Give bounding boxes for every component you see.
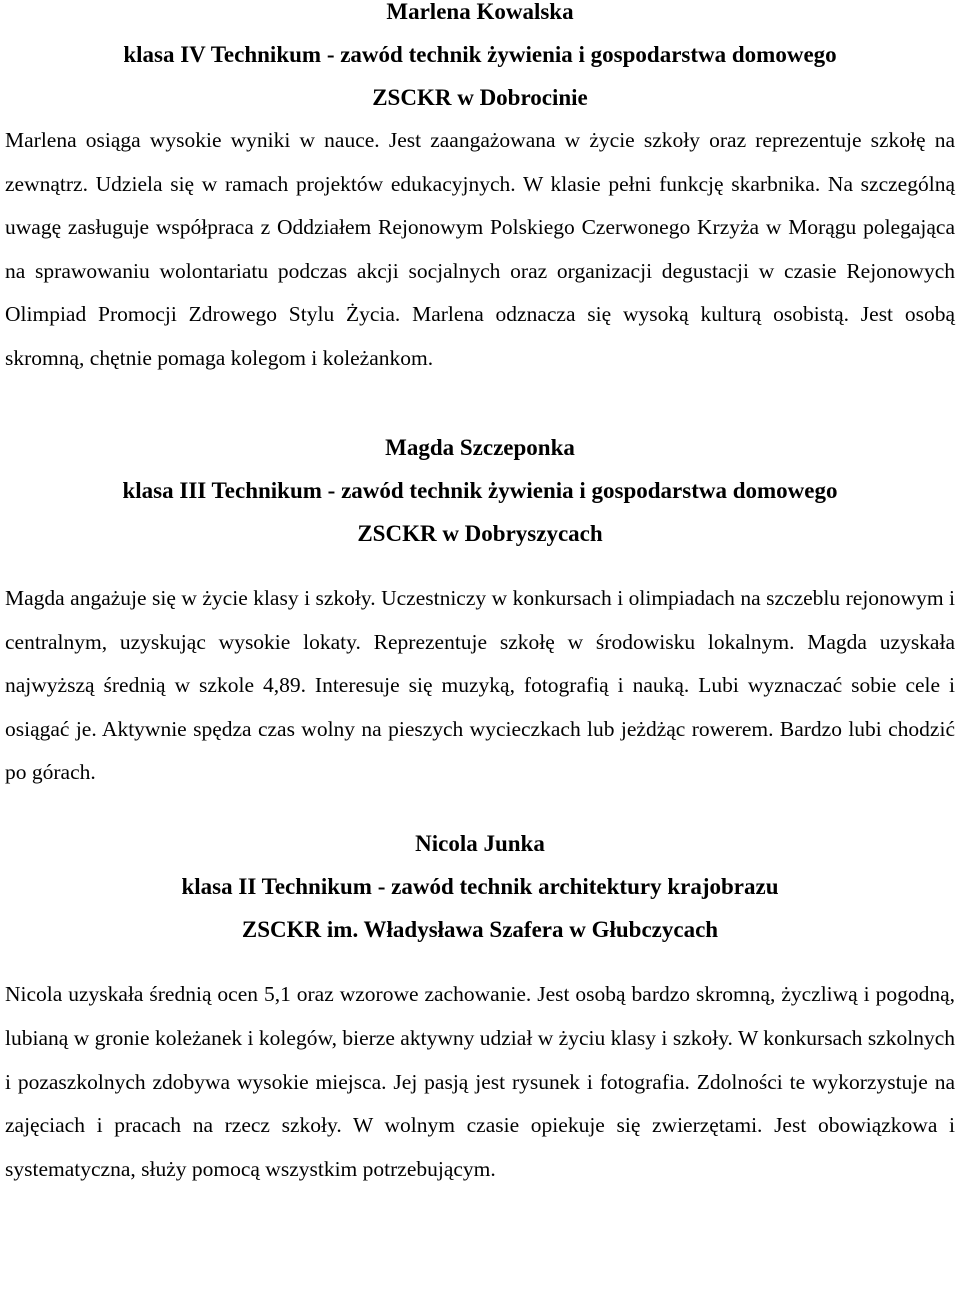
school-name: ZSCKR w Dobrocinie: [372, 85, 588, 110]
school-name: ZSCKR w Dobryszycach: [357, 521, 603, 546]
section-header: [5, 426, 955, 555]
school-name: ZSCKR im. Władysława Szafera w Głubczycach: [241, 916, 719, 942]
student-section-1: [5, 0, 955, 380]
class-info: klasa II Technikum - zawód technik architektury krajobrazu: [181, 873, 779, 899]
student-name: Marlena Kowalska: [386, 0, 574, 24]
section-header: [5, 0, 955, 119]
student-description: Magda angażuje się w życie klasy i szkoły. Uczestniczy w konkursach i olimpiadach na szczeblu rejonowym i centralnym, uzyskując wysokie lokaty. Reprezentuje szkołę w środowisku lokalnym. Magda uzyskała najwyższą średnią w szkole 4,89. Interesuje się muzyką, fotografią i nauką. Lubi wyznaczać sobie cele i osiągać je. Aktywnie spędza czas wolny na pieszych wycieczkach lub jeżdżąc rowerem. Bardzo lubi chodzić po górach.: [5, 586, 955, 785]
class-info: klasa III Technikum - zawód technik żywienia i gospodarstwa domowego: [122, 478, 838, 503]
class-info: klasa IV Technikum - zawód technik żywienia i gospodarstwa domowego: [123, 42, 837, 67]
student-description: Nicola uzyskała średnią ocen 5,1 oraz wzorowe zachowanie. Jest osobą bardzo skromną, życzliwą i pogodną, lubianą w gronie koleżanek i kolegów, bierze aktywny udział w życiu klasy i szkoły. W konkursach szkolnych i pozaszkolnych zdobywa wysokie miejsca. Jej pasją jest rysunek i fotografia. Zdolności te wykorzystuje na zajęciach i pracach na rzecz szkoły. W wolnym czasie opiekuje się zwierzętami. Jest obowiązkowa i systematyczna, służy pomocą wszystkim potrzebującym.: [5, 981, 955, 1182]
document: [5, 0, 955, 1192]
student-name: Nicola Junka: [415, 830, 545, 856]
section-header: [5, 822, 955, 951]
student-description: Marlena osiąga wysokie wyniki w nauce. Jest zaangażowana w życie szkoły oraz reprezentuje szkołę na zewnątrz. Udziela się w ramach projektów edukacyjnych. W klasie pełni funkcję skarbnika. Na szczególną uwagę zasługuje współpraca z Oddziałem Rejonowym Polskiego Czerwonego Krzyża w Morągu polegająca na sprawowaniu wolontariatu podczas akcji socjalnych oraz organizacji degustacji w czasie Rejonowych Olimpiad Promocji Zdrowego Stylu Życia. Marlena odznacza się wysoką kulturą osobistą. Jest osobą skromną, chętnie pomaga kolegom i koleżankom.: [5, 128, 955, 370]
student-name: Magda Szczeponka: [385, 435, 575, 460]
student-section-2: [5, 426, 955, 795]
student-section-3: [5, 822, 955, 1192]
